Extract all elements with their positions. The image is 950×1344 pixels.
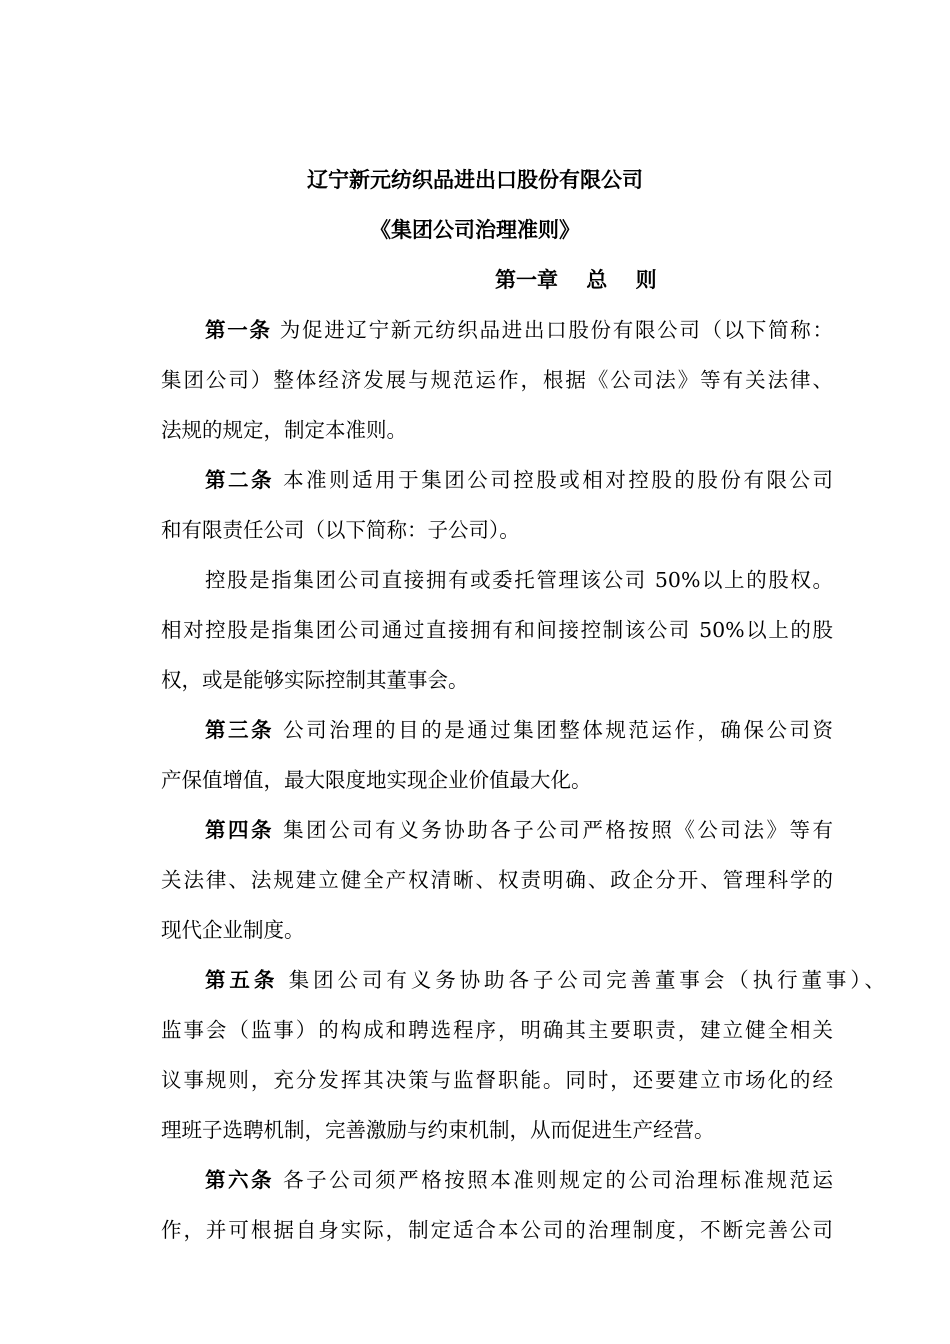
definition-line-3: 权，或是能够实际控制其董事会。 xyxy=(161,668,469,692)
article-1-line-3: 法规的规定，制定本准则。 xyxy=(161,418,407,442)
article-6-text: 各子公司须严格按照本准则规定的公司治理标准规范运 xyxy=(274,1168,834,1192)
article-3-text: 公司治理的目的是通过集团整体规范运作，确保公司资 xyxy=(274,718,834,742)
article-5-text: 集团公司有义务协助各子公司完善董事会（执行董事）、 xyxy=(278,968,886,992)
article-5-line-3: 议事规则，充分发挥其决策与监督职能。同时，还要建立市场化的经 xyxy=(161,1068,833,1092)
article-1-line-1 xyxy=(205,318,833,342)
chapter-heading: 第一章 总 则 xyxy=(495,267,657,292)
article-2-label: 第二条 xyxy=(205,468,275,492)
article-5-line-4: 理班子选聘机制，完善激励与约束机制，从而促进生产经营。 xyxy=(161,1118,715,1142)
definition-line-1: 控股是指集团公司直接拥有或委托管理该公司 50%以上的股权。 xyxy=(205,568,833,592)
article-1-label: 第一条 xyxy=(205,318,272,342)
article-3-line-2: 产保值增值，最大限度地实现企业价值最大化。 xyxy=(161,768,592,792)
article-3-label: 第三条 xyxy=(205,718,275,742)
article-3-line-1 xyxy=(205,718,833,742)
article-5-label: 第五条 xyxy=(205,968,279,992)
article-4-label: 第四条 xyxy=(205,818,275,842)
article-2-text: 本准则适用于集团公司控股或相对控股的股份有限公司 xyxy=(274,468,834,492)
article-2-line-1 xyxy=(205,468,833,492)
article-4-line-3: 现代企业制度。 xyxy=(161,918,305,942)
company-title: 辽宁新元纺织品进出口股份有限公司 xyxy=(307,167,643,192)
article-1-text: 为促进辽宁新元纺织品进出口股份有限公司（以下简称： xyxy=(271,318,834,342)
article-6-line-1 xyxy=(205,1168,833,1192)
article-5-line-2: 监事会（监事）的构成和聘选程序，明确其主要职责，建立健全相关 xyxy=(161,1018,833,1042)
article-6-label: 第六条 xyxy=(205,1168,275,1192)
definition-line-2: 相对控股是指集团公司通过直接拥有和间接控制该公司 50%以上的股 xyxy=(161,618,833,642)
article-1-line-2: 集团公司）整体经济发展与规范运作，根据《公司法》等有关法律、 xyxy=(161,368,833,392)
article-4-line-1 xyxy=(205,818,833,842)
article-2-line-2: 和有限责任公司（以下简称：子公司）。 xyxy=(161,518,520,542)
article-5-line-1 xyxy=(205,968,885,992)
article-4-line-2: 关法律、法规建立健全产权清晰、权责明确、政企分开、管理科学的 xyxy=(161,868,833,892)
article-6-line-2: 作，并可根据自身实际，制定适合本公司的治理制度，不断完善公司 xyxy=(161,1218,833,1242)
article-4-text: 集团公司有义务协助各子公司严格按照《公司法》等有 xyxy=(274,818,834,842)
document-title: 《集团公司治理准则》 xyxy=(370,217,580,242)
